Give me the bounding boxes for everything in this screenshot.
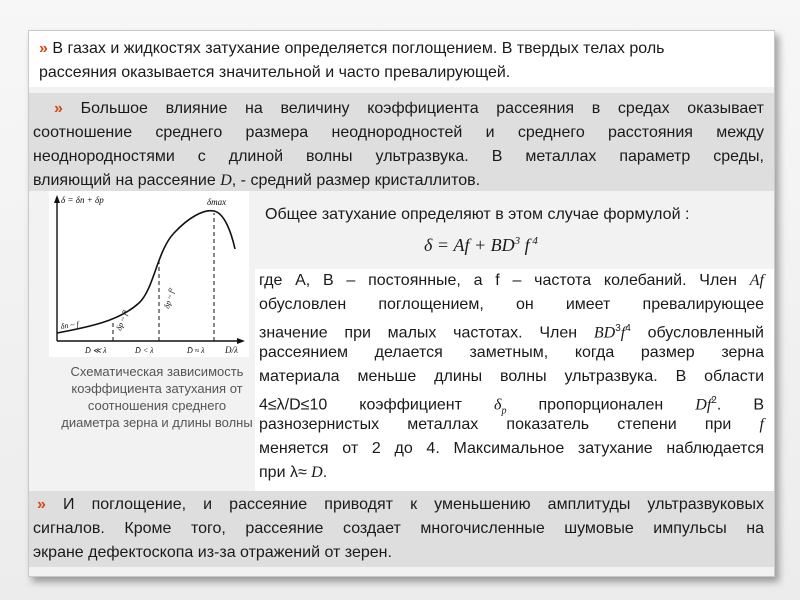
expl-line9 (259, 461, 764, 485)
formula-intro: Общее затухание определяют в этом случае формулой : (265, 206, 690, 223)
para2-text-4b: , - средний размер кристаллитов. (231, 172, 481, 189)
explanation-band (255, 269, 774, 491)
formula-exp3: 3 (514, 235, 521, 247)
para2-band (29, 93, 774, 191)
expl-var-d2: D (311, 464, 323, 481)
para2-line3: неоднородностями с длиной волны ультразвука. В металлах параметр среды, (33, 148, 764, 165)
expl-text-3a: значение при малых частотах. Член (259, 324, 594, 342)
expl-var-bd: BD (593, 324, 616, 342)
expl-line5: материала меньше длины волны ультразвука. В области (259, 368, 764, 385)
expl-exp-3: 3 (615, 323, 621, 334)
expl-line4: рассеянием делается заметным, когда размер зерна (259, 344, 764, 361)
expl-text-6a: 4≤λ/D≤10 коэффициент (259, 396, 495, 414)
bullet-chevron-icon: » (39, 40, 48, 57)
para4-text-1: И поглощение, и рассеяние приводят к уменьшению амплитуды ультразвуковых (63, 496, 764, 513)
slide-frame (28, 30, 775, 577)
region-label-2: D̄ < λ (135, 346, 154, 355)
para2-line2: соотношение среднего размера неоднородностей и среднего расстояния между (33, 124, 764, 141)
expl-var-df: Df (695, 396, 712, 414)
expl-text-9b: . (322, 464, 328, 481)
expl-line7 (259, 413, 764, 437)
para2-line1 (54, 97, 764, 121)
expl-line2: обусловлен поглощением, он имеет превалирующее (259, 296, 764, 313)
chart-peak-label: δmax (207, 197, 227, 207)
para4-line2: сигналов. Кроме того, рассеяние создает многочисленные шумовые импульсы на (33, 520, 764, 537)
chart-caption: Схематическая зависимость коэффициента затухания от соотношения среднего диаметра зерна и длины волны (61, 364, 253, 430)
attenuation-chart (49, 191, 249, 357)
para1-band (29, 31, 774, 87)
expl-line1 (259, 269, 764, 293)
para4-line3: экране дефектоскопа из-за отражений от зерен. (33, 544, 392, 561)
chart-xlabel: D/λ (225, 345, 238, 355)
expl-text-6b: пропорционален (506, 396, 696, 414)
expl-text-1: где А, В – постоянные, а f – частота колебаний. Член (259, 272, 750, 289)
attenuation-curve (57, 211, 235, 333)
expl-var-f: f (620, 324, 626, 342)
expl-var-f2: f (759, 416, 764, 433)
attenuation-chart-svg (49, 191, 249, 357)
formula-exp4: 4 (529, 235, 538, 247)
para2-var-d: D (220, 172, 232, 189)
x-axis-arrow-icon (237, 338, 245, 344)
para2-text-1: Большое влияние на величину коэффициента рассеяния в средах оказывает (80, 100, 765, 117)
expl-text-9a: при λ≈ (259, 464, 312, 481)
expl-sub-p: p (501, 405, 507, 417)
curve-label-scatter-f2: δр ~ f² (162, 287, 177, 310)
expl-text-3b: обусловленный (630, 324, 764, 342)
curve-label-absorption: δп ~ f (60, 319, 80, 331)
para1-text-1: В газах и жидкостях затухание определяется поглощением. В твердых телах роль (52, 40, 665, 57)
expl-var-af: Af (749, 272, 764, 289)
curve-label-scatter-f4: δр ~ f⁴ (114, 308, 131, 332)
expl-var-delta: δ (494, 396, 502, 414)
expl-line8: меняется от 2 до 4. Максимальное затухание наблюдается (259, 440, 764, 457)
expl-text-7: разнозернистых металлах показатель степени при (259, 416, 760, 433)
para2-line4 (33, 169, 764, 193)
formula-mid: f (520, 235, 530, 255)
expl-text-6c: . В (716, 396, 764, 414)
para1-line2: рассеяния оказывается значительной и часто превалирующей. (39, 64, 511, 81)
y-axis-arrow-icon (54, 195, 60, 203)
region-label-1: D̄ ≪ λ (85, 346, 107, 355)
bullet-chevron-icon: » (54, 100, 63, 117)
attenuation-formula (424, 235, 538, 256)
expl-exp-2: 2 (711, 395, 717, 406)
para2-text-4a: влияющий на рассеяние (33, 172, 221, 189)
bullet-chevron-icon: » (37, 496, 46, 513)
formula-lhs: δ = Af + BD (424, 235, 515, 255)
region-label-3: D̄ ≈ λ (187, 346, 205, 355)
chart-ylabel: δ = δп + δр (61, 195, 104, 205)
expl-exp-4: 4 (625, 323, 631, 334)
para4-line1 (37, 493, 764, 517)
para4-band (29, 491, 774, 567)
para1-line1 (39, 37, 774, 61)
